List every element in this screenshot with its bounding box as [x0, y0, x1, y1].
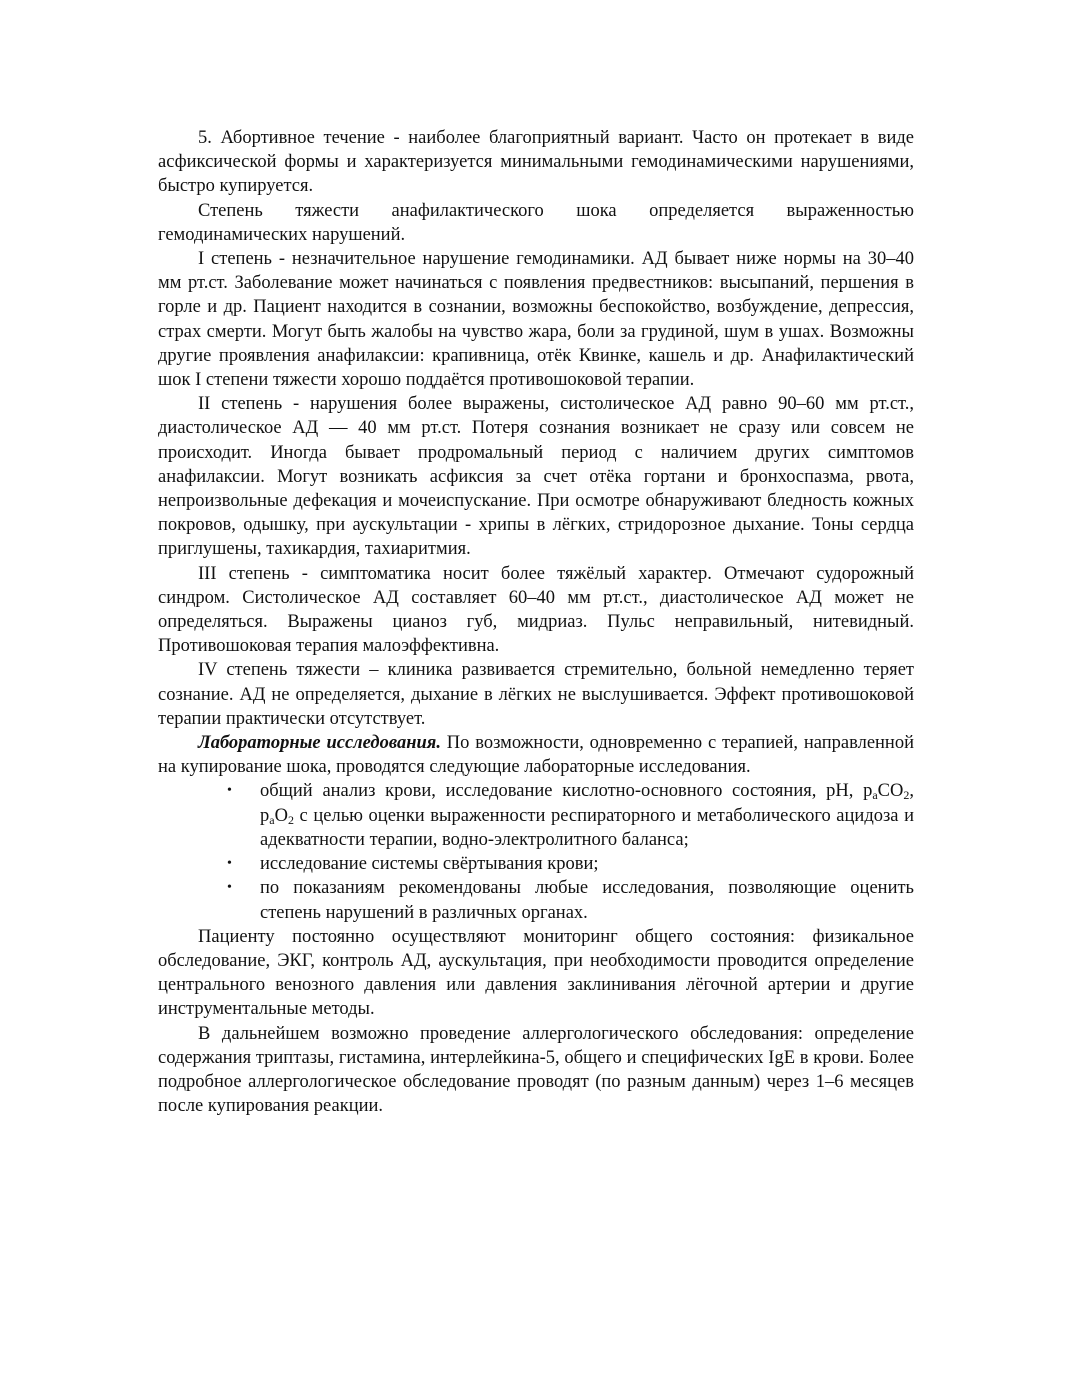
paragraph-degree-2: II степень - нарушения более выражены, систолическое АД равно 90–60 мм рт.ст., диастолическое АД — 40 мм рт.ст. Потеря сознания возникает не сразу или совсем не происходит. Иногда бывает продромальный период с наличием других симптомов анафилаксии. Могут возникать асфиксия за счет отёка гортани и бронхоспазма, рвота, непроизвольные дефекация и мочеиспускание. При осмотре обнаруживают бледность кожных покровов, одышку, при аускультации - хрипы в лёгких, стридорозное дыхание. Тоны сердца приглушены, тахикардия, тахиаритмия.: [158, 394, 914, 560]
bullet-icon: •: [227, 880, 232, 896]
lab-tests-intro: По возможности, одновременно с терапией, направленной на купирование шока, проводятся следующие лабораторные исследования.: [158, 733, 914, 778]
paragraph-abortive-course: 5. Абортивное течение - наиболее благоприятный вариант. Часто он протекает в виде асфиксической формы и характеризуется минимальными гемодинамическими нарушениями, быстро купируется.: [158, 128, 914, 197]
lab-tests-list: [158, 779, 914, 924]
list-item-text: общий анализ крови, исследование кислотно-основного состояния, pH, p: [260, 781, 873, 802]
paragraph-allergy-exam: В дальнейшем возможно проведение аллергологического обследования: определение содержания триптазы, гистамина, интерлейкина-5, общего и специфических IgE в крови. Более подробное аллергологическое обследование проводят (по разным данным) через 1–6 месяцев после купирования реакции.: [158, 1023, 914, 1117]
list-item-text: исследование системы свёртывания крови;: [260, 854, 599, 875]
subscript: 2: [287, 812, 294, 827]
list-item: [227, 779, 914, 852]
list-item: [227, 876, 914, 924]
bullet-icon: •: [227, 783, 232, 799]
paragraph-degree-4: IV степень тяжести – клиника развивается стремительно, больной немедленно теряет сознание. АД не определяется, дыхание в лёгких не выслушивается. Эффект противошоковой терапии практически отсутствует.: [158, 660, 914, 729]
list-item-text: , p: [260, 781, 914, 826]
list-item-text: по показаниям рекомендованы любые исследования, позволяющие оценить степень нарушений в различных органах.: [260, 878, 914, 923]
list-item-text: CO: [877, 781, 904, 802]
subscript: 2: [903, 788, 910, 803]
lab-tests-heading: Лабораторные исследования.: [198, 733, 441, 754]
bullet-icon: •: [227, 856, 232, 872]
paragraph-degree-1: I степень - незначительное нарушение гемодинамики. АД бывает ниже нормы на 30–40 мм рт.ст. Заболевание может начинаться с появления предвестников: высыпаний, першения в горле и др. Пациент находится в сознании, возможны беспокойство, возбуждение, депрессия, страх смерти. Могут быть жалобы на чувство жара, боли за грудиной, шум в ушах. Возможны другие проявления анафилаксии: крапивница, отёк Квинке, кашель и др. Анафилактический шок I степени тяжести хорошо поддаётся противошоковой терапии.: [158, 249, 914, 391]
paragraph-monitoring: Пациенту постоянно осуществляют мониторинг общего состояния: физикальное обследование, ЭКГ, контроль АД, аускультация, при необходимости проводится определение центрального венозного давления или давления заклинивания лёгочной артерии и другие инструментальные методы.: [158, 926, 914, 1020]
paragraph-severity-intro: Степень тяжести анафилактического шока определяется выраженностью гемодинамических нарушений.: [158, 200, 914, 245]
list-item-text: с целью оценки выраженности респираторного и метаболического ацидоза и адекватности терапии, водно-электролитного баланса;: [260, 805, 914, 850]
subscript: a: [269, 812, 275, 827]
list-item-text: O: [274, 805, 288, 826]
subscript: a: [872, 788, 878, 803]
list-item: [227, 852, 914, 876]
document-page: [158, 126, 914, 1118]
paragraph-lab-tests: [158, 731, 914, 779]
paragraph-degree-3: III степень - симптоматика носит более тяжёлый характер. Отмечают судорожный синдром. Систолическое АД составляет 60–40 мм рт.ст., диастолическое АД может не определяться. Выражены цианоз губ, мидриаз. Пульс неправильный, нитевидный. Противошоковая терапия малоэффективна.: [158, 563, 914, 657]
